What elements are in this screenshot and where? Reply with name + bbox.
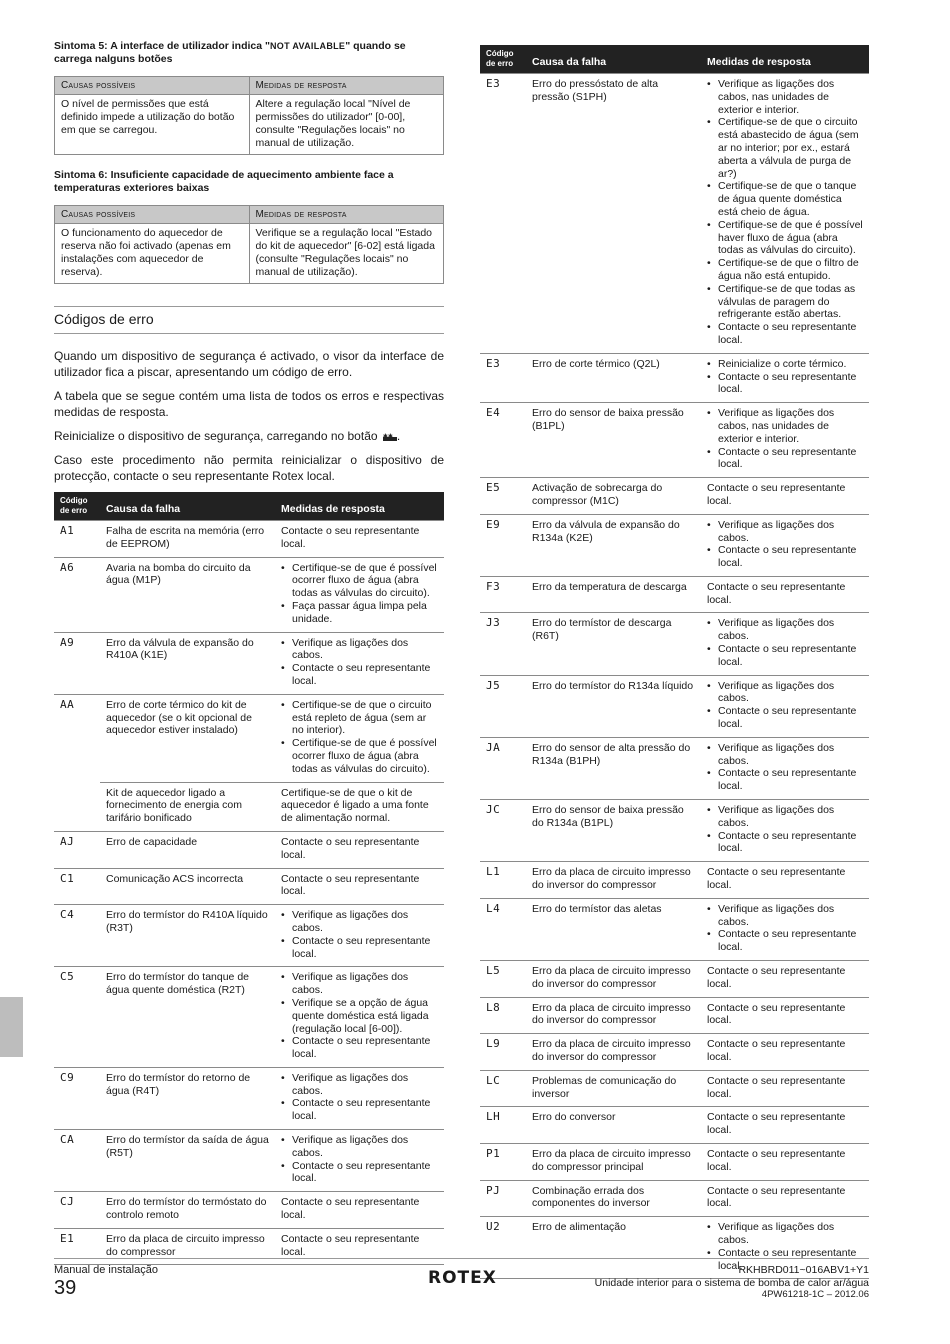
error-cause: Comunicação ACS incorrecta (100, 868, 275, 905)
error-row (480, 514, 869, 576)
error-code: E5 (480, 478, 526, 515)
measure-item: • Verifique as ligações dos cabos, nas unidades de exterior e interior. (707, 407, 863, 445)
error-measure: Contacte o seu representante local. (701, 862, 869, 899)
measure-list (707, 742, 863, 793)
error-row (480, 898, 869, 960)
error-measure (275, 905, 444, 967)
error-code: E4 (480, 403, 526, 478)
error-cause: Erro do termístor de descarga (R6T) (526, 613, 701, 675)
error-measure: Contacte o seu representante local. (275, 831, 444, 868)
measure-list (707, 407, 863, 471)
error-measure: Contacte o seu representante local. (275, 521, 444, 558)
measure-item: • Certifique-se de que é possível haver fluxo de água (abra todas as válvulas do circuito). (707, 219, 863, 257)
error-row (54, 1130, 444, 1192)
error-measure: Contacte o seu representante local. (701, 997, 869, 1034)
error-cause: Activação de sobrecarga do compressor (M1C) (526, 478, 701, 515)
error-measure: Contacte o seu representante local. (275, 868, 444, 905)
error-code: JA (480, 737, 526, 799)
error-code: L4 (480, 898, 526, 960)
error-measure: Contacte o seu representante local. (701, 961, 869, 998)
error-code: LC (480, 1070, 526, 1107)
measure-item: • Reinicialize o corte térmico. (707, 358, 863, 371)
error-row (54, 831, 444, 868)
measure-item: • Contacte o seu representante local. (707, 371, 863, 397)
measure-item: • Contacte o seu representante local. (707, 1247, 863, 1273)
header-code: Código de erro (54, 492, 100, 521)
symptom6-measure: Verifique se a regulação local "Estado do kit de aquecedor" [6-02] está ligada (consulte "Regulações locais" no manual de utilização). (249, 224, 444, 284)
error-cause: Erro da placa de circuito impresso do inversor do compressor (526, 1034, 701, 1071)
section-paragraph-2: A tabela que se segue contém uma lista de todos os erros e respectivas medidas de resposta. (54, 389, 444, 419)
error-row (480, 675, 869, 737)
measure-item: • Verifique as ligações dos cabos. (707, 519, 863, 545)
footer-left (54, 1264, 158, 1299)
error-cause: Erro do termístor do termóstato do controlo remoto (100, 1192, 275, 1229)
page-number: 39 (54, 1277, 77, 1299)
error-cause: Erro de alimentação (526, 1217, 701, 1279)
measure-item: • Faça passar água limpa pela unidade. (281, 600, 438, 626)
error-code: E1 (54, 1228, 100, 1265)
measure-list (281, 1134, 438, 1185)
footer-doc-ref: 4PW61218-1C – 2012.06 (761, 1289, 869, 1300)
error-cause: Erro do termístor do retorno de água (R4T) (100, 1067, 275, 1129)
error-cause: Erro de corte térmico do kit de aquecedor (se o kit opcional de aquecedor estiver instalado) (100, 694, 275, 782)
measure-item: • Contacte o seu representante local. (707, 544, 863, 570)
error-row (54, 782, 444, 831)
error-row (54, 1192, 444, 1229)
error-measure (701, 613, 869, 675)
error-measure (275, 694, 444, 782)
measure-list (281, 1072, 438, 1123)
measure-item: • Verifique as ligações dos cabos. (281, 971, 438, 997)
error-cause: Erro do pressóstato de alta pressão (S1PH) (526, 74, 701, 354)
footer-manual-title: Manual de instalação (54, 1264, 158, 1276)
error-measure (701, 353, 869, 402)
error-code: L9 (480, 1034, 526, 1071)
error-cause: Erro do conversor (526, 1107, 701, 1144)
measure-item: • Certifique-se de que o tanque de água quente doméstica está cheio de água. (707, 180, 863, 218)
left-column (54, 40, 444, 1265)
error-code: E9 (480, 514, 526, 576)
error-cause: Erro da placa de circuito impresso do inversor do compressor (526, 997, 701, 1034)
measure-item: • Contacte o seu representante local. (707, 705, 863, 731)
measure-item: • Certifique-se de que é possível ocorrer fluxo de água (abra todas as válvulas do circuito). (281, 562, 438, 600)
error-cause: Erro da placa de circuito impresso do inversor do compressor (526, 862, 701, 899)
measure-item: • Contacte o seu representante local. (707, 321, 863, 347)
error-code: U2 (480, 1217, 526, 1279)
error-code: J5 (480, 675, 526, 737)
header-cause: Causa da falha (100, 492, 275, 521)
measure-item: • Contacte o seu representante local. (281, 1035, 438, 1061)
error-code: AJ (54, 831, 100, 868)
error-cause: Erro do sensor de alta pressão do R134a (B1PH) (526, 737, 701, 799)
error-row (480, 862, 869, 899)
error-measure (275, 1130, 444, 1192)
error-measure: Contacte o seu representante local. (275, 1228, 444, 1265)
error-cause: Kit de aquecedor ligado a fornecimento de energia com tarifário bonificado (100, 782, 275, 831)
error-table-right (480, 45, 869, 1279)
error-code: E3 (480, 74, 526, 354)
measure-item: • Certifique-se de que é possível ocorrer fluxo de água (abra todas as válvulas do circuito). (281, 737, 438, 775)
measure-item: • Contacte o seu representante local. (707, 830, 863, 856)
error-code: C1 (54, 868, 100, 905)
error-measure: Contacte o seu representante local. (701, 478, 869, 515)
error-table-left (54, 492, 444, 1265)
error-code: L5 (480, 961, 526, 998)
error-measure (275, 1067, 444, 1129)
symptom6-table (54, 205, 444, 284)
measure-item: • Verifique as ligações dos cabos. (281, 909, 438, 935)
error-cause: Erro do sensor de baixa pressão do R134a (B1PL) (526, 800, 701, 862)
footer-rule (54, 1258, 869, 1259)
error-measure (701, 74, 869, 354)
measure-list (281, 562, 438, 626)
footer-model: RKHBRD011~016ABV1+Y1 (738, 1264, 869, 1276)
error-cause: Erro do termístor do tanque de água quente doméstica (R2T) (100, 967, 275, 1068)
error-row (480, 997, 869, 1034)
error-measure: Contacte o seu representante local. (701, 1143, 869, 1180)
error-row (480, 353, 869, 402)
error-code: L1 (480, 862, 526, 899)
header-measures: Medidas de resposta (701, 45, 869, 74)
symptom5-table (54, 76, 444, 155)
error-code: C9 (54, 1067, 100, 1129)
error-measure: Contacte o seu representante local. (701, 576, 869, 613)
error-code: PJ (480, 1180, 526, 1217)
error-cause: Erro de capacidade (100, 831, 275, 868)
measure-item: • Verifique as ligações dos cabos. (707, 742, 863, 768)
error-row (54, 1067, 444, 1129)
measure-list (707, 519, 863, 570)
error-measure: Certifique-se de que o kit de aquecedor é ligado a uma fonte de alimentação normal. (275, 782, 444, 831)
error-cause: Problemas de comunicação do inversor (526, 1070, 701, 1107)
right-column (480, 45, 869, 1279)
measure-list (707, 903, 863, 954)
symptom5-col-measures: Medidas de resposta (249, 77, 444, 95)
error-row (480, 403, 869, 478)
error-row (54, 521, 444, 558)
error-code: F3 (480, 576, 526, 613)
error-measure: Contacte o seu representante local. (701, 1034, 869, 1071)
header-cause: Causa da falha (526, 45, 701, 74)
error-cause: Falha de escrita na memória (erro de EEPROM) (100, 521, 275, 558)
measure-item: • Certifique-se de que todas as válvulas de paragem do refrigerante estão abertas. (707, 283, 863, 321)
error-code: CJ (54, 1192, 100, 1229)
error-row (54, 905, 444, 967)
error-row (480, 1107, 869, 1144)
measure-item: • Verifique as ligações dos cabos. (707, 1221, 863, 1247)
error-row (480, 1070, 869, 1107)
error-measure (701, 403, 869, 478)
measure-item: • Verifique as ligações dos cabos. (707, 680, 863, 706)
error-row (54, 1228, 444, 1265)
error-measure (701, 514, 869, 576)
measure-list (707, 78, 863, 347)
measure-list (707, 358, 863, 396)
not-available-tag: NOT AVAILABLE (270, 41, 346, 51)
error-cause: Erro da placa de circuito impresso do compressor principal (526, 1143, 701, 1180)
error-measure (275, 557, 444, 632)
error-row (480, 1180, 869, 1217)
error-measure (275, 967, 444, 1068)
measure-item: • Contacte o seu representante local. (707, 767, 863, 793)
error-measure (275, 632, 444, 694)
error-cause: Erro do termístor do R134a líquido (526, 675, 701, 737)
measure-item: • Certifique-se de que o circuito está abastecido de água (sem ar no interior; por ex., estará aberta a válvula de purga de ar?) (707, 116, 863, 180)
error-code: A1 (54, 521, 100, 558)
measure-list (281, 971, 438, 1061)
error-measure: Contacte o seu representante local. (701, 1070, 869, 1107)
measure-item: • Contacte o seu representante local. (707, 643, 863, 669)
measure-item: • Certifique-se de que o circuito está repleto de água (sem ar no interior). (281, 699, 438, 737)
measure-item: • Contacte o seu representante local. (281, 1160, 438, 1186)
symptom6-title: Sintoma 6: Insuficiente capacidade de aquecimento ambiente face a temperaturas exteriores baixas (54, 169, 394, 194)
measure-item: • Verifique as ligações dos cabos. (281, 637, 438, 663)
error-row (480, 74, 869, 354)
error-row (54, 632, 444, 694)
symptom5-measure: Altere a regulação local "Nível de permissões do utilizador" [0-00], consulte "Regulações locais" no manual de utilização. (249, 95, 444, 155)
error-measure: Contacte o seu representante local. (701, 1107, 869, 1144)
footer-right (595, 1264, 869, 1302)
measure-item: • Verifique as ligações dos cabos. (281, 1072, 438, 1098)
error-code: CA (54, 1130, 100, 1192)
reset-button-icon (383, 431, 397, 441)
error-code: J3 (480, 613, 526, 675)
error-cause: Erro da válvula de expansão do R410A (K1E) (100, 632, 275, 694)
measure-item: • Verifique as ligações dos cabos. (707, 903, 863, 929)
measure-list (707, 617, 863, 668)
section-rule-bottom (54, 333, 444, 334)
error-code: E3 (480, 353, 526, 402)
symptom6-col-measures: Medidas de resposta (249, 206, 444, 224)
error-code: L8 (480, 997, 526, 1034)
error-row (54, 694, 444, 782)
error-cause: Erro de corte térmico (Q2L) (526, 353, 701, 402)
section-title: Códigos de erro (54, 311, 154, 327)
section-paragraph-1: Quando um dispositivo de segurança é activado, o visor da interface de utilizador fica a piscar, apresentando um código de erro. (54, 349, 444, 379)
measure-item: • Verifique as ligações dos cabos. (707, 804, 863, 830)
measure-item: • Contacte o seu representante local. (707, 446, 863, 472)
error-measure (701, 675, 869, 737)
error-row (480, 1143, 869, 1180)
error-code: C5 (54, 967, 100, 1068)
measure-item: • Verifique as ligações dos cabos, nas unidades de exterior e interior. (707, 78, 863, 116)
error-cause: Erro do termístor da saída de água (R5T) (100, 1130, 275, 1192)
error-row (480, 800, 869, 862)
symptom5-col-causes: Causas possíveis (55, 77, 250, 95)
error-code (54, 782, 100, 831)
header-measures: Medidas de resposta (275, 492, 444, 521)
error-code: AA (54, 694, 100, 782)
error-row (54, 557, 444, 632)
error-code: P1 (480, 1143, 526, 1180)
rotex-logo: ROTEX (428, 1268, 497, 1288)
measure-item: • Contacte o seu representante local. (281, 1097, 438, 1123)
error-row (54, 868, 444, 905)
error-measure: Contacte o seu representante local. (701, 1180, 869, 1217)
error-code: JC (480, 800, 526, 862)
footer-unit: Unidade interior para o sistema de bomba de calor ar/água (594, 1276, 869, 1289)
section-rule-top (54, 306, 444, 307)
header-code: Código de erro (480, 45, 526, 74)
measure-item: • Verifique as ligações dos cabos. (707, 617, 863, 643)
error-row (480, 576, 869, 613)
measure-list (707, 680, 863, 731)
symptom6-cause: O funcionamento do aquecedor de reserva não foi activado (apenas em instalações com aquecedor de reserva). (55, 224, 250, 284)
measure-list (707, 804, 863, 855)
error-cause: Avaria na bomba do circuito da água (M1P) (100, 557, 275, 632)
symptom6-col-causes: Causas possíveis (55, 206, 250, 224)
error-row (480, 737, 869, 799)
section-paragraph-4: Caso este procedimento não permita reinicializar o dispositivo de protecção, contacte o seu representante Rotex local. (54, 453, 444, 483)
measure-item: • Contacte o seu representante local. (707, 928, 863, 954)
measure-item: • Certifique-se de que o filtro de água não está entupido. (707, 257, 863, 283)
measure-item: • Verifique se a opção de água quente doméstica está ligada (regulação local [6-00]). (281, 997, 438, 1035)
section-paragraph-3: Reinicialize o dispositivo de segurança, carregando no botão ✱✱ . (54, 428, 444, 444)
measure-item: • Verifique as ligações dos cabos. (281, 1134, 438, 1160)
error-cause: Erro da placa de circuito impresso do compressor (100, 1228, 275, 1265)
error-row (480, 478, 869, 515)
measure-item: • Contacte o seu representante local. (281, 935, 438, 961)
error-cause: Erro do sensor de baixa pressão (B1PL) (526, 403, 701, 478)
error-cause: Erro do termístor das aletas (526, 898, 701, 960)
error-row (54, 967, 444, 1068)
symptom5-title: Sintoma 5: A interface de utilizador indica "NOT AVAILABLE" quando se carrega nalguns botões (54, 40, 406, 65)
error-measure (701, 800, 869, 862)
error-row (480, 613, 869, 675)
error-cause: Erro da válvula de expansão do R134a (K2E) (526, 514, 701, 576)
error-cause: Erro do termístor do R410A líquido (R3T) (100, 905, 275, 967)
page-edge-tab (0, 997, 23, 1057)
error-cause: Erro da temperatura de descarga (526, 576, 701, 613)
error-code: A6 (54, 557, 100, 632)
error-measure (701, 737, 869, 799)
error-row (480, 1034, 869, 1071)
error-cause: Erro da placa de circuito impresso do inversor do compressor (526, 961, 701, 998)
measure-list (281, 699, 438, 776)
measure-list (281, 637, 438, 688)
error-measure: Contacte o seu representante local. (275, 1192, 444, 1229)
error-code: LH (480, 1107, 526, 1144)
measure-item: • Contacte o seu representante local. (281, 662, 438, 688)
error-row (480, 961, 869, 998)
error-code: A9 (54, 632, 100, 694)
error-measure (701, 898, 869, 960)
symptom5-cause: O nível de permissões que está definido impede a utilização do botão em que se carregou. (55, 95, 250, 155)
error-code: C4 (54, 905, 100, 967)
measure-list (281, 909, 438, 960)
error-cause: Combinação errada dos componentes do inversor (526, 1180, 701, 1217)
